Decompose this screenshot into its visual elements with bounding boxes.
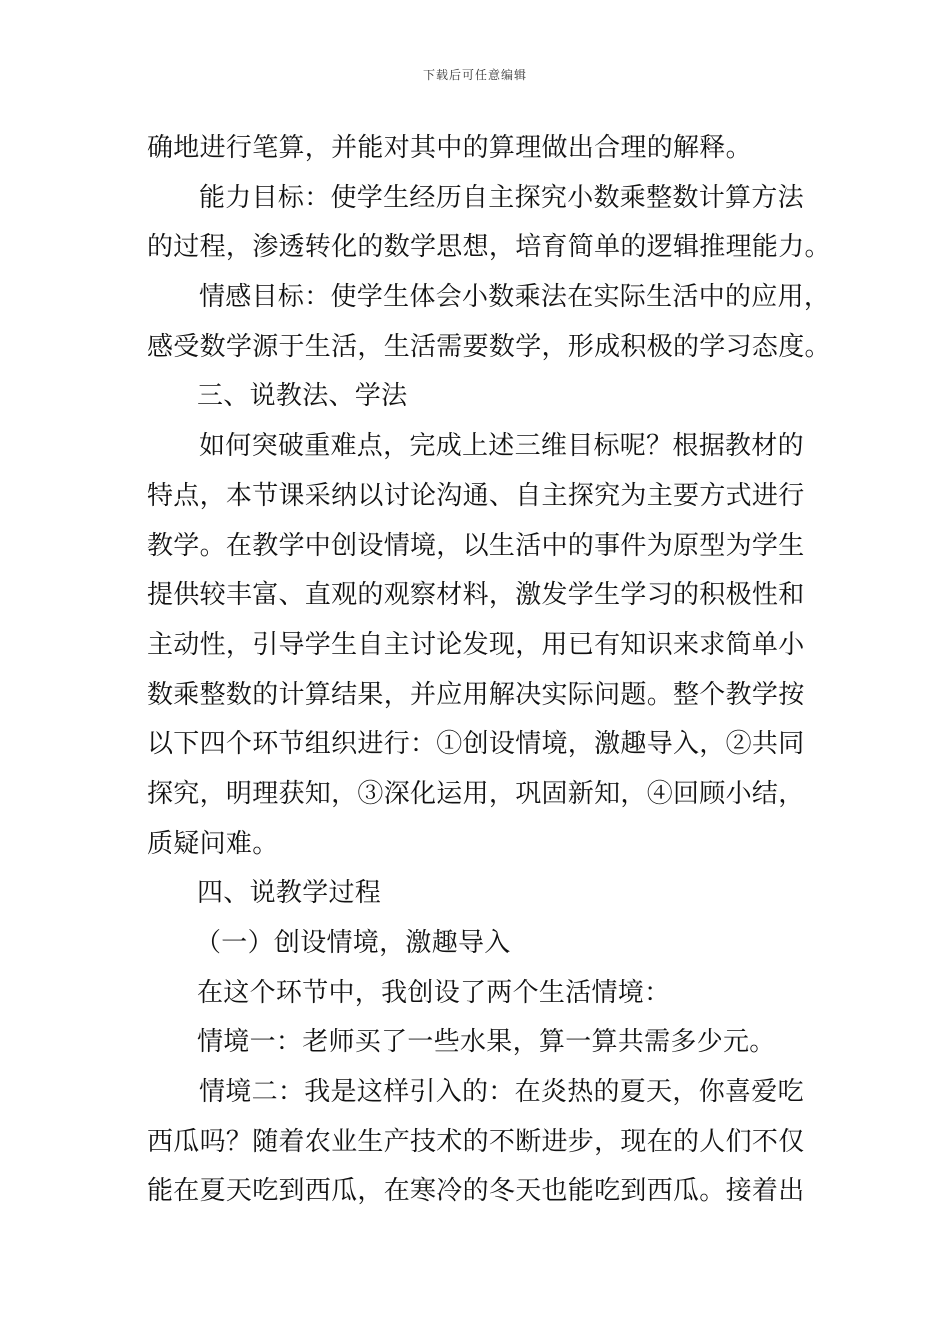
text-line: 情境一：老师买了一些水果，算一算共需多少元。 xyxy=(197,1027,776,1058)
text-line: 提供较丰富、直观的观察材料，激发学生学习的积极性和 xyxy=(147,580,805,611)
text-line: 数乘整数的计算结果，并应用解决实际问题。整个教学按 xyxy=(147,679,805,710)
text-line: 质疑问难。 xyxy=(147,828,279,859)
text-line: 探究，明理获知，③深化运用，巩固新知，④回顾小结， xyxy=(147,778,805,809)
text-line: 如何突破重难点，完成上述三维目标呢？根据教材的 xyxy=(199,431,804,462)
text-line: 主动性，引导学生自主讨论发现，用已有知识来求简单小 xyxy=(147,629,805,660)
text-line: 确地进行笔算，并能对其中的算理做出合理的解释。 xyxy=(147,133,752,163)
text-line: 教学。在教学中创设情境，以生活中的事件为原型为学生 xyxy=(147,530,805,561)
text-line: 西瓜吗？随着农业生产技术的不断进步，现在的人们不仅 xyxy=(147,1126,805,1157)
text-line: 能力目标：使学生经历自主探究小数乘整数计算方法 xyxy=(199,182,804,213)
text-line: 感受数学源于生活，生活需要数学，形成积极的学习态度。 xyxy=(147,331,831,362)
page-header: 下载后可任意编辑 xyxy=(422,68,527,82)
document-body xyxy=(147,124,831,1217)
text-line: 以下四个环节组织进行：①创设情境，激趣导入，②共同 xyxy=(147,729,805,760)
text-line: 能在夏天吃到西瓜，在寒冷的冬天也能吃到西瓜。接着出 xyxy=(147,1176,805,1207)
text-line: 情感目标：使学生体会小数乘法在实际生活中的应用， xyxy=(199,282,831,313)
text-line: 情境二：我是这样引入的：在炎热的夏天，你喜爱吃 xyxy=(199,1077,804,1108)
subsection-heading: （一）创设情境，激趣导入 xyxy=(195,928,511,958)
section-heading: 三、说教法、学法 xyxy=(197,381,408,412)
text-line: 特点，本节课采纳以讨论沟通、自主探究为主要方式进行 xyxy=(147,480,805,511)
text-line: 在这个环节中，我创设了两个生活情境： xyxy=(197,977,671,1008)
text-line: 的过程，渗透转化的数学思想，培育简单的逻辑推理能力。 xyxy=(147,232,831,263)
section-heading: 四、说教学过程 xyxy=(197,878,382,909)
